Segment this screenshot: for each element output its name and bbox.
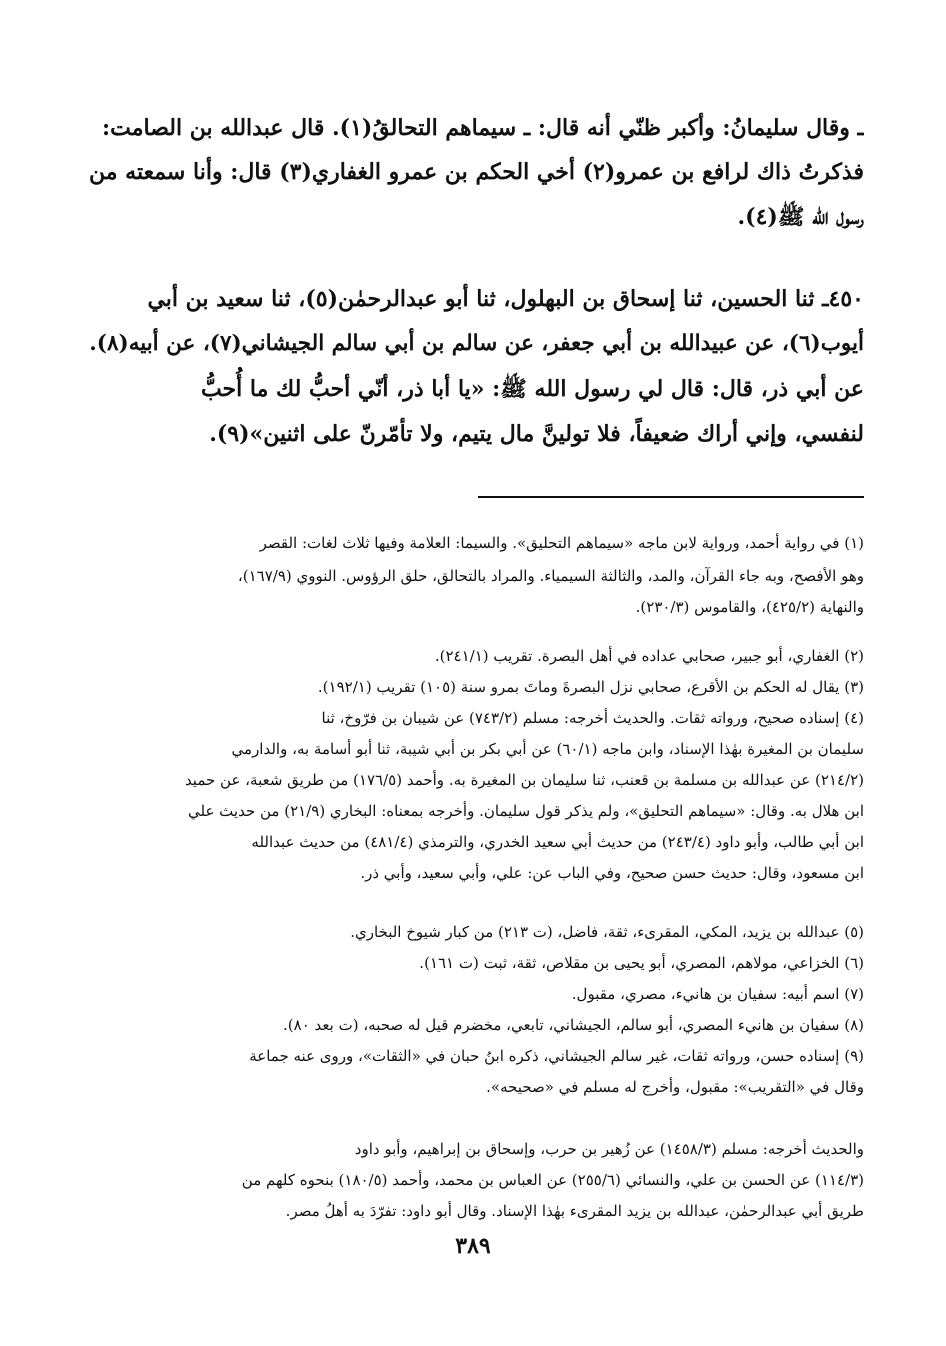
text-line: أيوب(٦)، عن عبيدالله بن أبي جعفر، عن سالم بن أبي سالم الجيشاني(٧)، عن أبيه(٨). xyxy=(89,331,864,356)
footnote-line: (٦) الخزاعي، مولاهم، المصري، أبو يحيى بن مقلاص، ثقة، ثبت (ت ١٦١). xyxy=(419,954,864,972)
footnote-line: (٤) إسناده صحيح، ورواته ثقات. والحديث أخرجه: مسلم (٧٤٣/٢) عن شيبان بن فرّوخ، ثنا xyxy=(321,709,864,727)
footnote-line: (١) في رواية أحمد، ورواية لابن ماجه «سيماهم التحليق». والسيما: العلامة وفيها ثلاث لغات: القصر xyxy=(259,534,864,552)
footnote-line: (٢) الغفاري، أبو جبير، صحابي عداده في أهل البصرة. تقريب (٢٤١/١). xyxy=(434,647,864,665)
text-line: لنفسي، وإني أراك ضعيفاً، فلا تولينَّ مال يتيم، ولا تأمّرنّ على اثنين»(٩). xyxy=(209,421,864,447)
footnote-line: (٥) عبدالله بن يزيد، المكي، المقرىء، ثقة، فاضل، (ت ٢١٣) من كبار شيوخ البخاري. xyxy=(350,923,864,941)
footnote-line: ابن أبي طالب، وأبو داود (٢٤٣/٤) من حديث أبي سعيد الخدري، والترمذي (٤٨١/٤) من حديث عبدالله xyxy=(251,833,864,851)
footnote-line: (٢١٤/٢) عن عبدالله بن مسلمة بن قعنب، ثنا سليمان بن المغيرة به. وأحمد (١٧٦/٥) من طريق شعبة، عن حميد xyxy=(184,771,864,789)
footnote-line: والحديث أخرجه: مسلم (١٤٥٨/٣) عن زُهير بن حرب، وإسحاق بن إبراهيم، وأبو داود xyxy=(354,1140,864,1158)
footnote-line: (٩) إسناده حسن، ورواته ثقات، غير سالم الجيشاني، ذكره ابنُ حبان في «الثقات»، وروى عنه جماعة xyxy=(249,1047,864,1065)
footnote-line: سليمان بن المغيرة بهٰذا الإسناد، وابن ماجه (٦٠/١) عن أبي بكر بن أبي شيبة، ثنا أبو أسامة به، والدارمي xyxy=(231,740,864,758)
footnote-line: والنهاية (٤٢٥/٢)، والقاموس (٢٣٠/٣). xyxy=(635,598,864,616)
footnote-line: (٨) سفيان بن هانيء المصري، أبو سالم، الجيشاني، تابعي، مخضرم قيل له صحبه، (ت بعد ٨٠). xyxy=(283,1016,864,1034)
footnote-line: (١١٤/٣) عن الحسن بن علي، والنسائي (٢٥٥/٦) عن العباس بن محمد، وأحمد (١٨٠/٥) بنحوه كلهم من xyxy=(241,1171,864,1189)
footnote-line: طريق أبي عبدالرحمٰن، عبدالله بن يزيد المقرىء بهٰذا الإسناد. وقال أبو داود: تفرّدَ به أهلُ مصر. xyxy=(285,1202,864,1220)
text-line: فذكرتُ ذاك لرافع بن عمرو(٢) أخي الحكم بن عمرو الغفاري(٣) قال: وأنا سمعته من xyxy=(88,159,864,185)
footnote-line: (٣) يقال له الحكم بن الأقرع، صحابي نزل البصرةَ وماتَ بمرو سنة (١٠٥) تقريب (١٩٢/١). xyxy=(317,678,864,696)
footnote-line: وقال في «التقريب»: مقبول، وأخرج له مسلم في «صحيحه». xyxy=(486,1078,864,1096)
text-line: ٤٥٠ـ ثنا الحسين، ثنا إسحاق بن البهلول، ثنا أبو عبدالرحمٰن(٥)، ثنا سعيد بن أبي xyxy=(147,286,864,312)
footnote-separator xyxy=(478,496,864,498)
page-number: ٣٨٩ xyxy=(455,1233,491,1259)
text-line: ـ وقال سليمانُ: وأكبر ظنّي أنه قال: ـ سيماهم التحالقُ(١). قال عبدالله بن الصامت: xyxy=(101,115,864,141)
text-line: رسول الله ﷺ(٤). xyxy=(737,204,864,230)
footnote-line: ابن مسعود، وقال: حديث حسن صحيح، وفي الباب عن: علي، وأبي سعيد، وأبي ذر. xyxy=(360,864,864,882)
footnote-line: وهو الأفصح، وبه جاء القرآن، والمد، والثالثة السيمياء. والمراد بالتحالق، حلق الرؤوس. النووي (١٦٧/٩)، xyxy=(237,567,864,585)
footnote-line: (٧) اسم أبيه: سفيان بن هانيء، مصري، مقبول. xyxy=(571,985,864,1003)
text-line: عن أبي ذر، قال: قال لي رسول الله ﷺ: «يا أبا ذر، أنّي أحبُّ لك ما أُحبُّ xyxy=(200,376,864,402)
footnote-line: ابن هلال به. وقال: «سيماهم التحليق»، ولم يذكر قول سليمان. وأخرجه بمعناه: البخاري (٢١/٩) من حديث علي xyxy=(188,802,864,820)
